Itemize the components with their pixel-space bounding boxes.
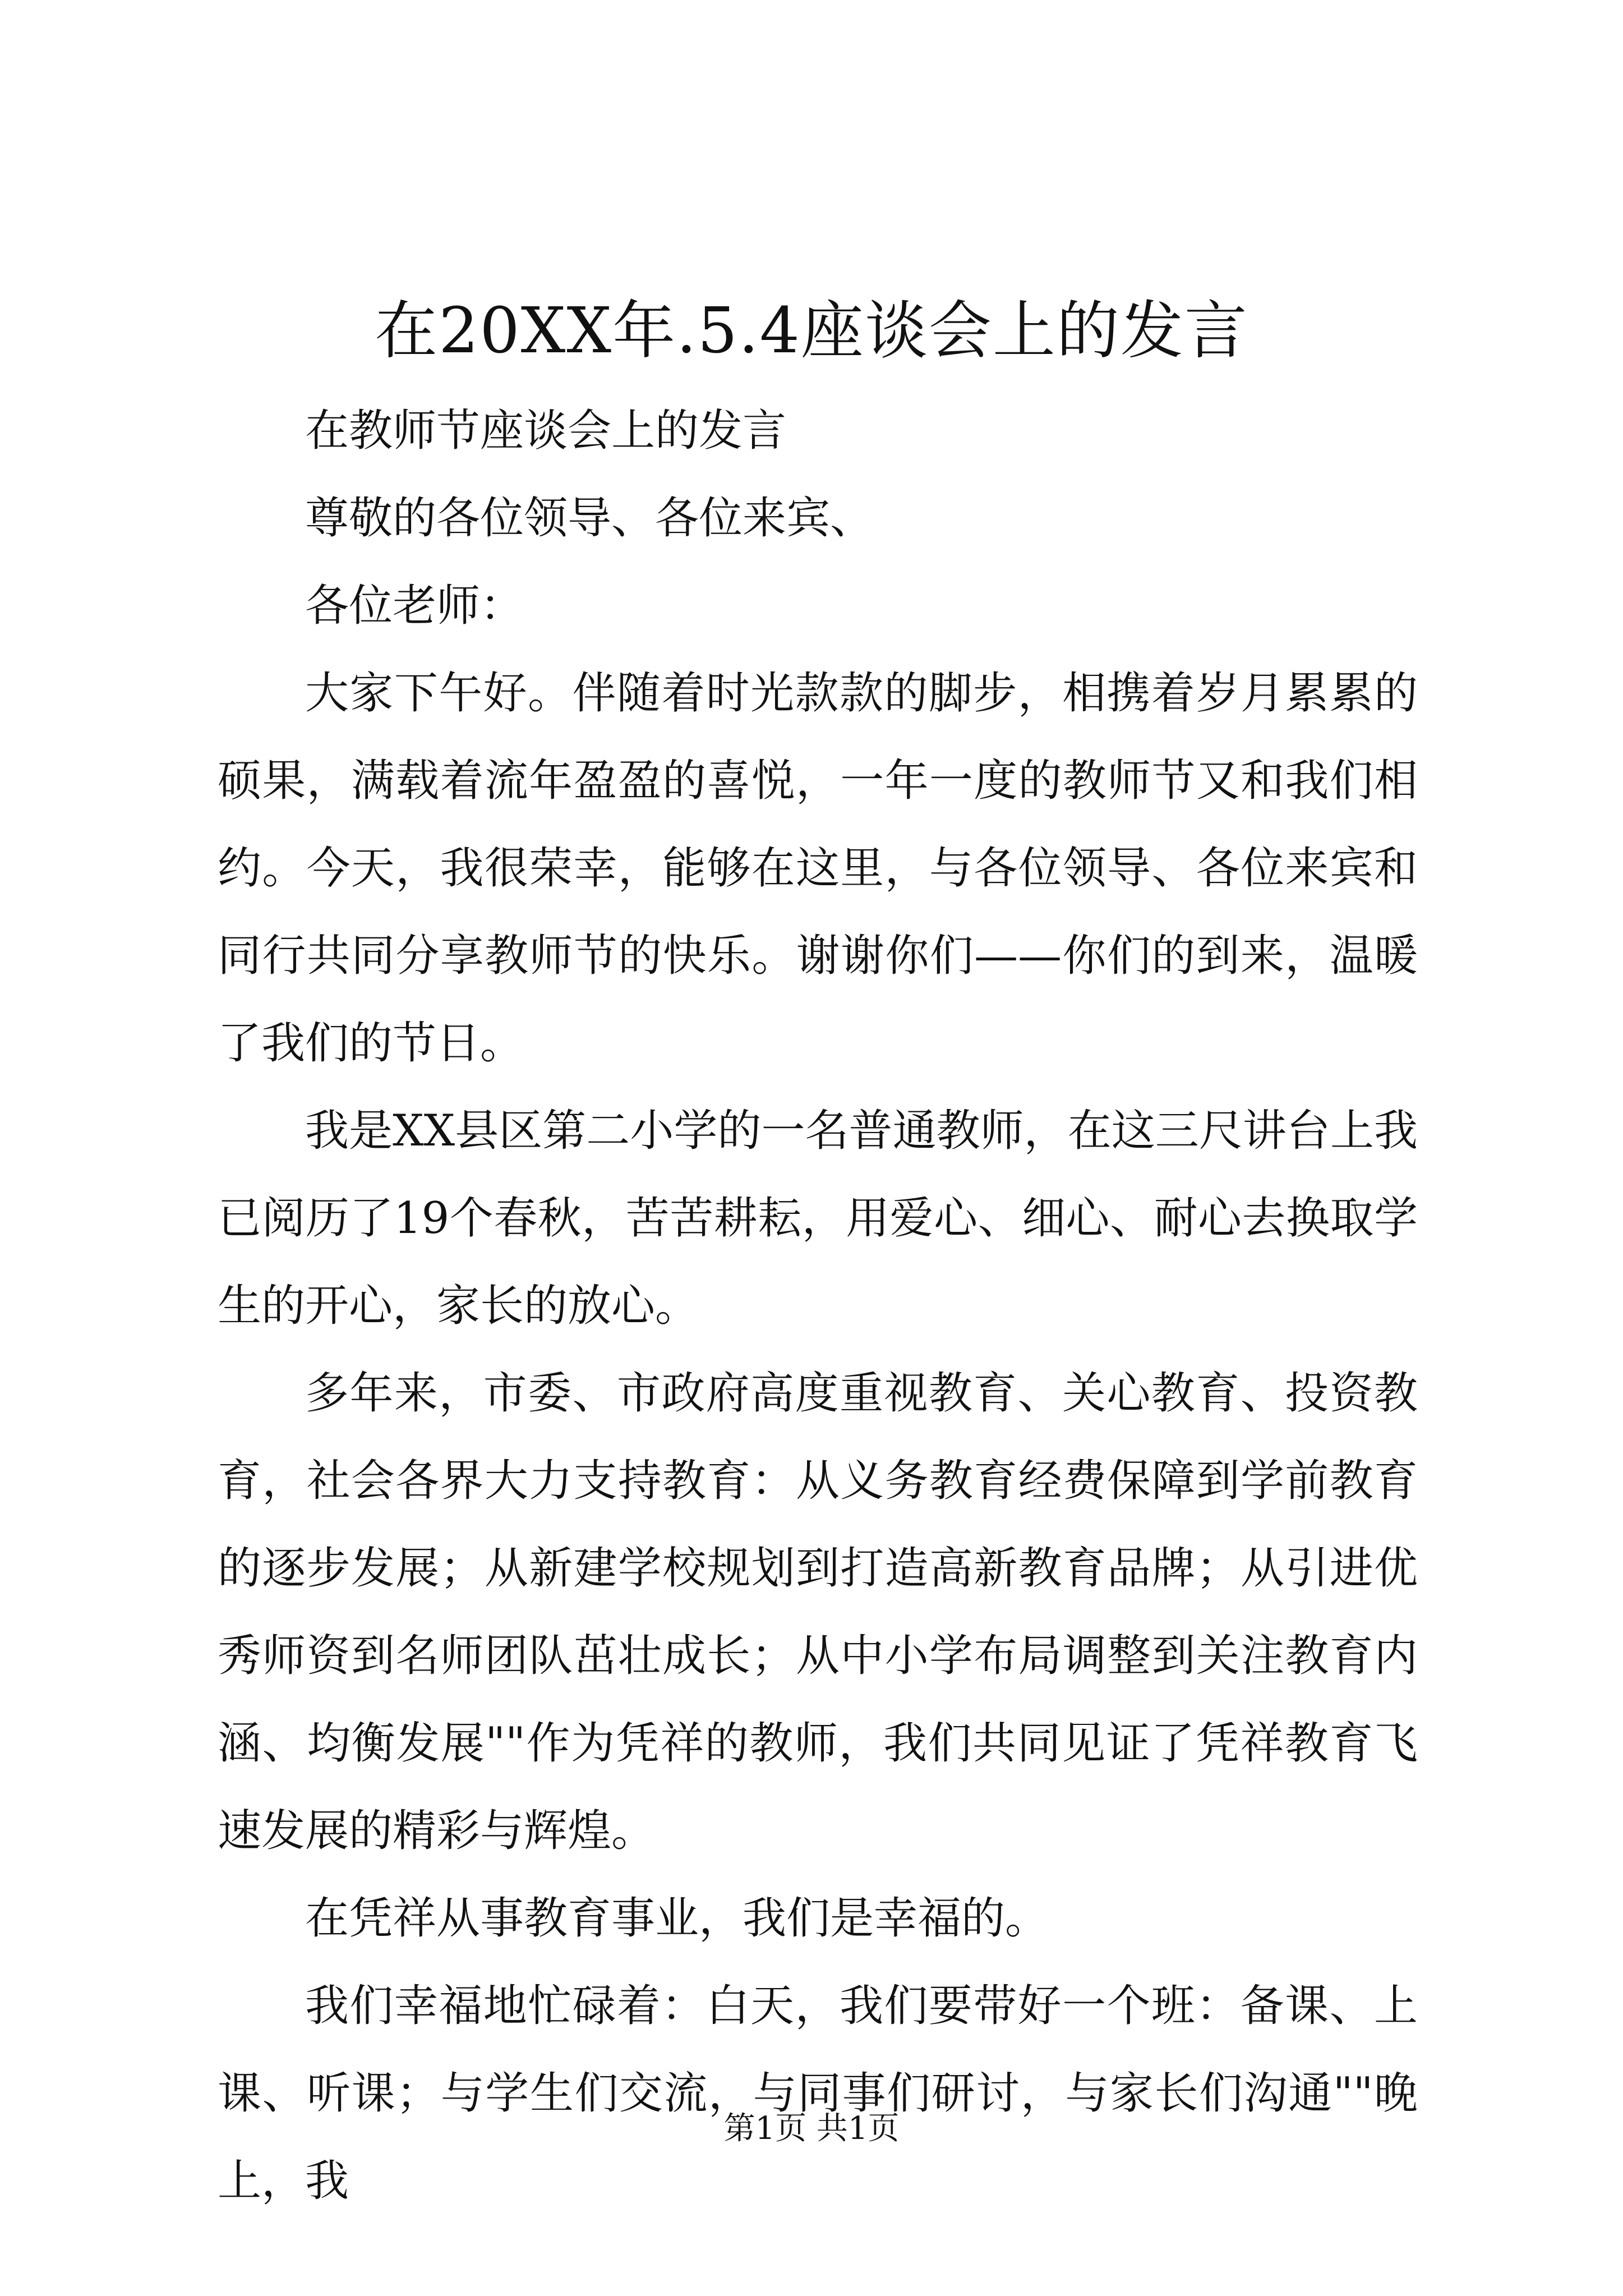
paragraph: 大家下午好。伴随着时光款款的脚步，相携着岁月累累的硕果，满载着流年盈盈的喜悦，一年一度的教师节又和我们相约。今天，我很荣幸，能够在这里，与各位领导、各位来宾和同行共同分享教师节的快乐。谢谢你们——你们的到来，温暖了我们的节日。 <box>218 668 1418 1069</box>
document-body <box>218 387 1418 2225</box>
paragraph: 在凭祥从事教育事业，我们是幸福的。 <box>305 1893 1049 1944</box>
paragraph: 我是XX县区第二小学的一名普通教师，在这三尺讲台上我已阅历了19个春秋，苦苦耕耘，用爱心、细心、耐心去换取学生的开心，家长的放心。 <box>218 1106 1418 1331</box>
paragraph: 尊敬的各位领导、各位来宾、 <box>305 493 874 544</box>
page-footer: 第1页 共1页 <box>723 2110 900 2147</box>
paragraph: 各位老师： <box>305 581 524 631</box>
paragraph: 在教师节座谈会上的发言 <box>305 406 787 456</box>
paragraph: 多年来，市委、市政府高度重视教育、关心教育、投资教育，社会各界大力支持教育：从义务教育经费保障到学前教育的逐步发展；从新建学校规划到打造高新教育品牌；从引进优秀师资到名师团队茁壮成长；从中小学布局调整到关注教育内涵、均衡发展""作为凭祥的教师，我们共同见证了凭祥教育飞速发展的精彩与辉煌。 <box>218 1368 1418 1856</box>
document-title: 在20XX年.5.4座谈会上的发言 <box>375 295 1248 367</box>
paragraph: 我们幸福地忙碌着：白天，我们要带好一个班：备课、上课、听课；与学生们交流，与同事们研讨，与家长们沟通""晚上，我 <box>218 1981 1418 2206</box>
